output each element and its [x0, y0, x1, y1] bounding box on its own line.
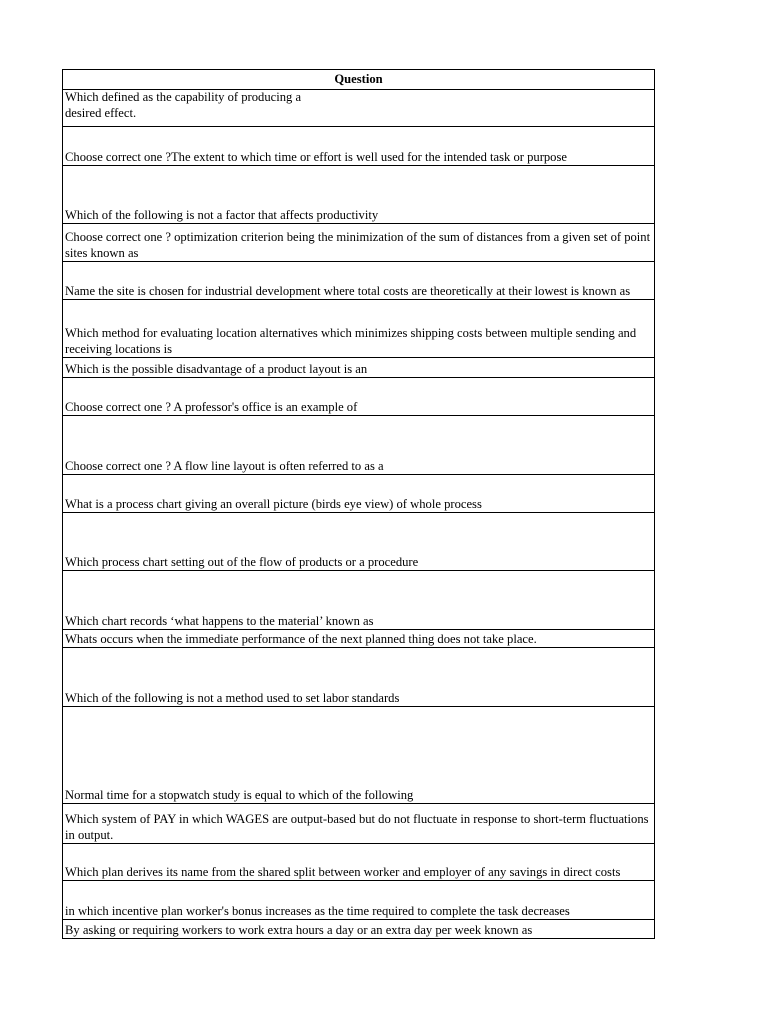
- question-text: What is a process chart giving an overall picture (birds eye view) of whole process: [65, 496, 482, 511]
- table-row: [63, 416, 655, 475]
- header-question: Question: [63, 70, 655, 90]
- table-row: [63, 513, 655, 571]
- table-row: [63, 378, 655, 416]
- table-row: [63, 707, 655, 804]
- question-cell: [63, 804, 655, 844]
- table-row: [63, 300, 655, 358]
- question-list: [63, 90, 655, 939]
- question-text: Which is the possible disadvantage of a product layout is an: [65, 361, 368, 376]
- question-cell: [63, 378, 655, 416]
- question-text: Which defined as the capability of producing a desired effect.: [65, 90, 302, 120]
- header-row: [63, 70, 655, 90]
- question-text: Which chart records ‘what happens to the material’ known as: [65, 613, 374, 628]
- table-row: [63, 358, 655, 378]
- table-row: [63, 127, 655, 166]
- question-cell: [63, 648, 655, 707]
- question-text: Which process chart setting out of the flow of products or a procedure: [65, 554, 419, 569]
- table-row: [63, 920, 655, 939]
- question-text: Choose correct one ?The extent to which time or effort is well used for the intended task or purpose: [65, 149, 567, 164]
- question-cell: [63, 300, 655, 358]
- question-cell: [63, 571, 655, 630]
- table-row: [63, 648, 655, 707]
- question-cell: [63, 475, 655, 513]
- question-cell: [63, 90, 655, 127]
- table-row: [63, 630, 655, 648]
- question-text: Which plan derives its name from the shared split between worker and employer of any savings in direct costs: [65, 864, 621, 879]
- question-cell: [63, 358, 655, 378]
- question-text: Name the site is chosen for industrial development where total costs are theoretically at their lowest is known as: [65, 283, 631, 298]
- table-row: [63, 804, 655, 844]
- table-row: [63, 224, 655, 262]
- question-cell: [63, 224, 655, 262]
- question-text: Normal time for a stopwatch study is equal to which of the following: [65, 787, 414, 802]
- question-cell: [63, 881, 655, 920]
- table-row: [63, 166, 655, 224]
- question-text: By asking or requiring workers to work extra hours a day or an extra day per week known as: [65, 922, 533, 937]
- question-cell: [63, 166, 655, 224]
- question-cell: [63, 920, 655, 939]
- question-table: [62, 69, 655, 939]
- question-text: Choose correct one ? optimization criterion being the minimization of the sum of distances from a given set of point sites known as: [65, 230, 651, 260]
- table-row: [63, 571, 655, 630]
- table-row: [63, 881, 655, 920]
- question-cell: [63, 416, 655, 475]
- table-row: [63, 844, 655, 881]
- question-cell: [63, 630, 655, 648]
- question-cell: [63, 707, 655, 804]
- question-text: in which incentive plan worker's bonus increases as the time required to complete the task decreases: [65, 903, 570, 918]
- table-row: [63, 90, 655, 127]
- question-text: Which system of PAY in which WAGES are output-based but do not fluctuate in response to short-term fluctuations in output.: [65, 812, 649, 842]
- question-text: Whats occurs when the immediate performance of the next planned thing does not take place.: [65, 631, 537, 646]
- question-text: Choose correct one ? A professor's office is an example of: [65, 399, 358, 414]
- question-text: Which of the following is not a method used to set labor standards: [65, 690, 400, 705]
- question-cell: [63, 127, 655, 166]
- question-text: Which method for evaluating location alternatives which minimizes shipping costs between multiple sending and receiving locations is: [65, 326, 637, 356]
- question-cell: [63, 262, 655, 300]
- table-row: [63, 262, 655, 300]
- question-cell: [63, 844, 655, 881]
- question-text: Choose correct one ? A flow line layout is often referred to as a: [65, 458, 384, 473]
- question-text: Which of the following is not a factor that affects productivity: [65, 207, 379, 222]
- table-row: [63, 475, 655, 513]
- question-cell: [63, 513, 655, 571]
